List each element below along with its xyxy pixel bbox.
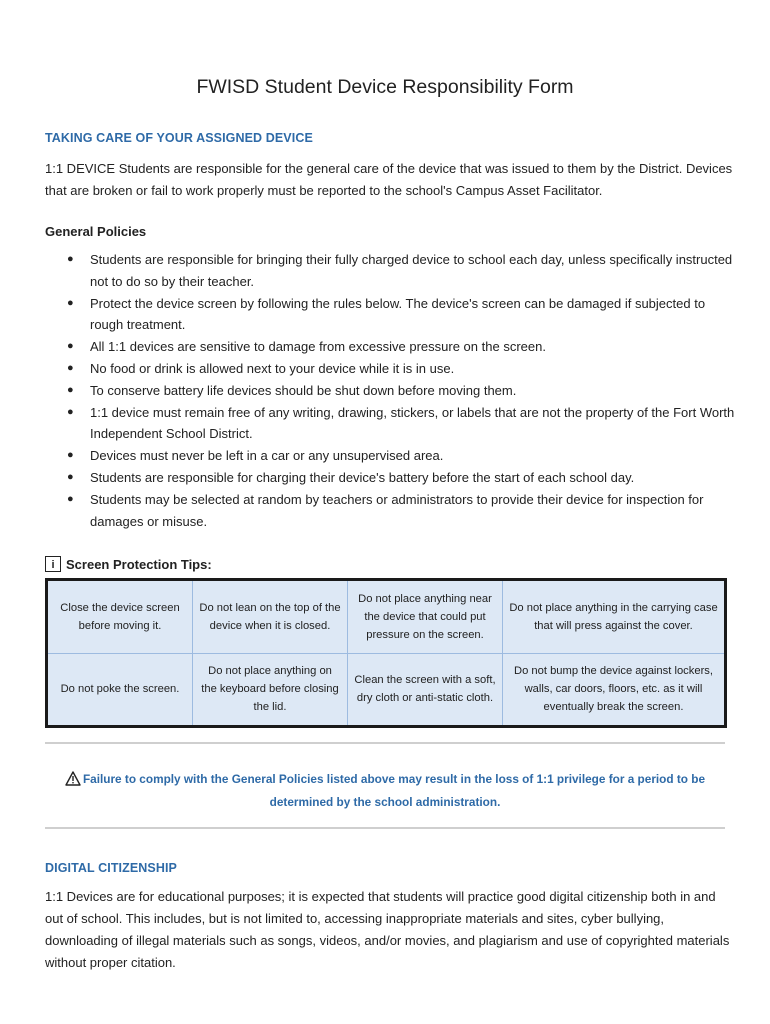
screen-tips-heading <box>45 556 212 572</box>
bullet-icon: ● <box>67 449 74 462</box>
policy-text: No food or drink is allowed next to your device while it is in use. <box>90 360 455 376</box>
screen-tips-table <box>45 578 727 728</box>
table-cell: Do not place anything on the keyboard before closing the lid. <box>193 653 348 727</box>
bullet-icon: ● <box>67 361 74 374</box>
policy-text: All 1:1 devices are sensitive to damage from excessive pressure on the screen. <box>90 339 546 355</box>
care-paragraph: 1:1 DEVICE Students are responsible for the general care of the device that was issued to them by the District. Devices that are broken or fail to work properly must be reported to the school's Campus Asset Facilitator. <box>45 161 733 198</box>
warning-text: Failure to comply with the General Policies listed above may result in the loss of 1:1 privilege for a period to be determined by the school administration. <box>82 772 706 809</box>
policy-text: Students are responsible for bringing their fully charged device to school each day, unless specifically instructed not to do so by their teacher. <box>90 252 733 289</box>
table-cell: Close the device screen before moving it. <box>47 580 193 654</box>
divider <box>45 742 725 744</box>
table-cell: Do not place anything near the device that could put pressure on the screen. <box>348 580 503 654</box>
table-row <box>47 653 726 727</box>
table-cell: Do not place anything in the carrying case that will press against the cover. <box>503 580 726 654</box>
divider <box>45 827 725 829</box>
table-cell: Clean the screen with a soft, dry cloth or anti-static cloth. <box>348 653 503 727</box>
bullet-icon: ● <box>67 383 74 396</box>
care-heading: TAKING CARE OF YOUR ASSIGNED DEVICE <box>45 131 313 145</box>
policy-text: Students are responsible for charging their device's battery before the start of each school day. <box>90 469 635 485</box>
policy-text: 1:1 device must remain free of any writing, drawing, stickers, or labels that are not the property of the Fort Worth Independent School District. <box>90 404 735 442</box>
table-row <box>47 580 726 654</box>
list-item <box>45 293 735 337</box>
screen-tips-title: Screen Protection Tips: <box>66 556 212 572</box>
list-item <box>45 467 735 489</box>
policy-text: Protect the device screen by following the rules below. The device's screen can be damaged if subjected to rough treatment. <box>90 295 706 333</box>
general-policies-list <box>45 249 735 532</box>
general-policies-heading: General Policies <box>45 224 147 239</box>
list-item <box>45 402 735 446</box>
bullet-icon: ● <box>67 253 74 265</box>
table-cell: Do not bump the device against lockers, walls, car doors, floors, etc. as it will eventually break the screen. <box>503 653 726 727</box>
policy-text: To conserve battery life devices should be shut down before moving them. <box>90 382 517 398</box>
list-item <box>45 358 735 380</box>
page-title: FWISD Student Device Responsibility Form <box>196 76 574 98</box>
policy-text: Devices must never be left in a car or any unsupervised area. <box>90 448 444 464</box>
digital-citizenship-paragraph: 1:1 Devices are for educational purposes; it is expected that students will practice good digital citizenship both in and out of school. This includes, but is not limited to, accessing inappropriate materials and sites, cyber bullying, downloading of illegal materials such as songs, videos, and/or movies, and plagiarism and use of copyrighted materials without proper citation. <box>45 889 730 970</box>
bullet-icon: ● <box>67 492 74 505</box>
list-item <box>45 445 735 467</box>
list-item <box>45 249 735 293</box>
warning-icon <box>65 771 81 792</box>
bullet-icon: ● <box>67 340 74 353</box>
list-item <box>45 380 735 402</box>
table-cell: Do not lean on the top of the device when it is closed. <box>193 580 348 654</box>
warning-notice <box>45 769 725 812</box>
list-item <box>45 489 735 533</box>
bullet-icon: ● <box>67 470 74 483</box>
bullet-icon: ● <box>67 405 74 418</box>
bullet-icon: ● <box>67 296 74 309</box>
policy-text: Students may be selected at random by teachers or administrators to provide their device for inspection for damages or misuse. <box>90 491 704 529</box>
info-icon: i <box>45 556 61 572</box>
digital-citizenship-heading: DIGITAL CITIZENSHIP <box>45 861 177 875</box>
table-cell: Do not poke the screen. <box>47 653 193 727</box>
list-item <box>45 336 735 358</box>
